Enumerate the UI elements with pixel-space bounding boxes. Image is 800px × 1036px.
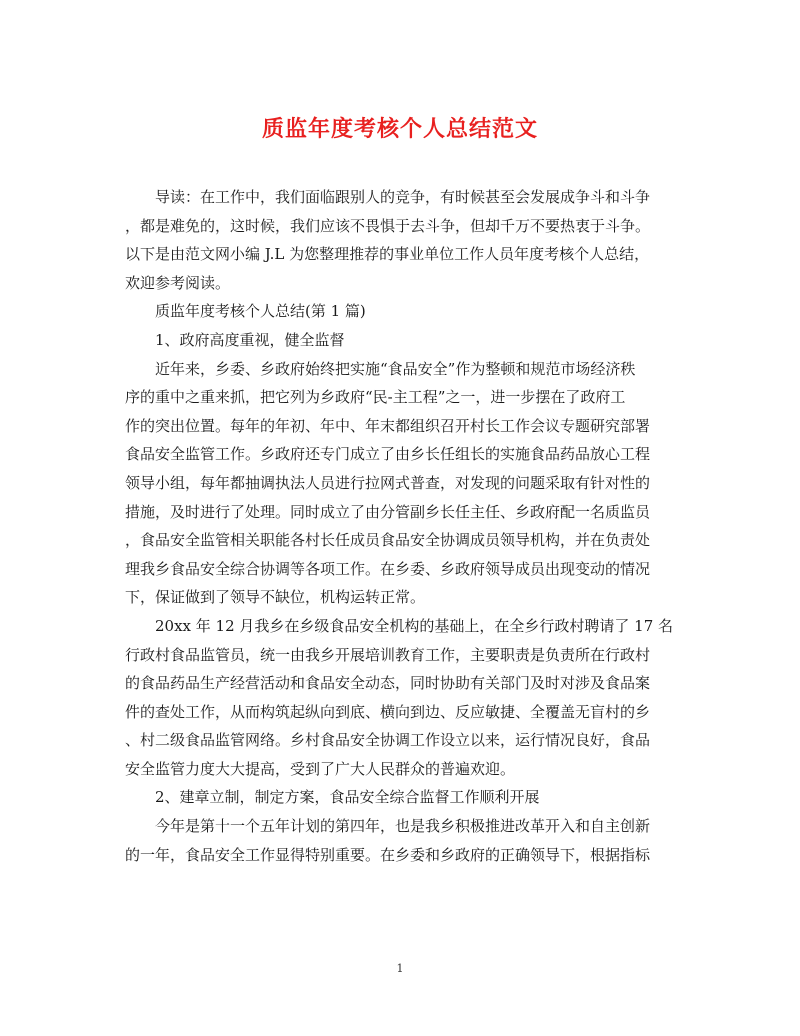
paragraph-line: 行政村食品监管员，统一由我乡开展培训教育工作，主要职责是负责所在行政村: [125, 645, 651, 664]
intro-line: 导读：在工作中，我们面临跟别人的竞争，有时候甚至会发展成争斗和斗争: [155, 188, 651, 206]
intro-line: ，都是难免的，这时候，我们应该不畏惧于去斗争，但却千万不要热衷于斗争。: [125, 216, 651, 235]
paragraph-line: 件的查处工作，从而构筑起纵向到底、横向到边、反应敏捷、全覆盖无盲村的乡: [125, 702, 651, 721]
paragraph-line: 、村二级食品监管网络。乡村食品安全协调工作设立以来，运行情况良好，食品: [125, 731, 651, 750]
paragraph-line: 理我乡食品安全综合协调等各项工作。在乡委、乡政府领导成员出现变动的情况: [125, 559, 651, 578]
paragraph-line: ，食品安全监管相关职能各村长任成员食品安全协调成员领导机构，并在负责处: [125, 531, 651, 550]
paragraph-line: 措施，及时进行了处理。同时成立了由分管副乡长任主任、乡政府配一名质监员: [125, 502, 651, 521]
paragraph-line: 下，保证做到了领导不缺位，机构运转正常。: [125, 588, 426, 607]
paragraph-line: 今年是第十一个五年计划的第四年，也是我乡积极推进改革开入和自主创新: [155, 817, 651, 836]
paragraph-line: 食品安全监管工作。乡政府还专门成立了由乡长任组长的实施食品药品放心工程: [125, 445, 651, 464]
paragraph-line: 领导小组，每年都抽调执法人员进行拉网式普查，对发现的问题采取有针对性的: [125, 473, 651, 492]
paragraph-line: 20xx 年 12 月我乡在乡级食品安全机构的基础上，在全乡行政村聘请了 17 名: [155, 616, 674, 635]
paragraph-line: 的一年，食品安全工作显得特别重要。在乡委和乡政府的正确领导下，根据指标: [125, 845, 651, 864]
paragraph-line: 作的突出位置。每年的年初、年中、年末都组织召开村长工作会议专题研究部署: [125, 416, 651, 435]
section-heading: 2、建章立制，制定方案，食品安全综合监督工作顺利开展: [155, 788, 540, 807]
paragraph-line: 序的重中之重来抓，把它列为乡政府“民-主工程”之一，进一步摆在了政府工: [125, 388, 626, 407]
intro-line: 以下是由范文网小编 J.L 为您整理推荐的事业单位工作人员年度考核个人总结，: [125, 245, 650, 264]
document-title: 质监年度考核个人总结范文: [261, 116, 538, 142]
paragraph-line: 安全监管力度大大提高，受到了广大人民群众的普遍欢迎。: [125, 759, 516, 778]
paragraph-line: 的食品药品生产经营活动和食品安全动态，同时协助有关部门及时对涉及食品案: [125, 674, 651, 693]
article-heading: 质监年度考核个人总结(第 1 篇): [155, 302, 366, 321]
document-body: [125, 183, 680, 869]
intro-line: 欢迎参考阅读。: [125, 273, 231, 292]
page-number: 1: [396, 962, 404, 975]
paragraph-line: 近年来，乡委、乡政府始终把实施“食品安全”作为整顿和规范市场经济秩: [155, 359, 636, 378]
section-heading: 1、政府高度重视，健全监督: [155, 330, 345, 349]
